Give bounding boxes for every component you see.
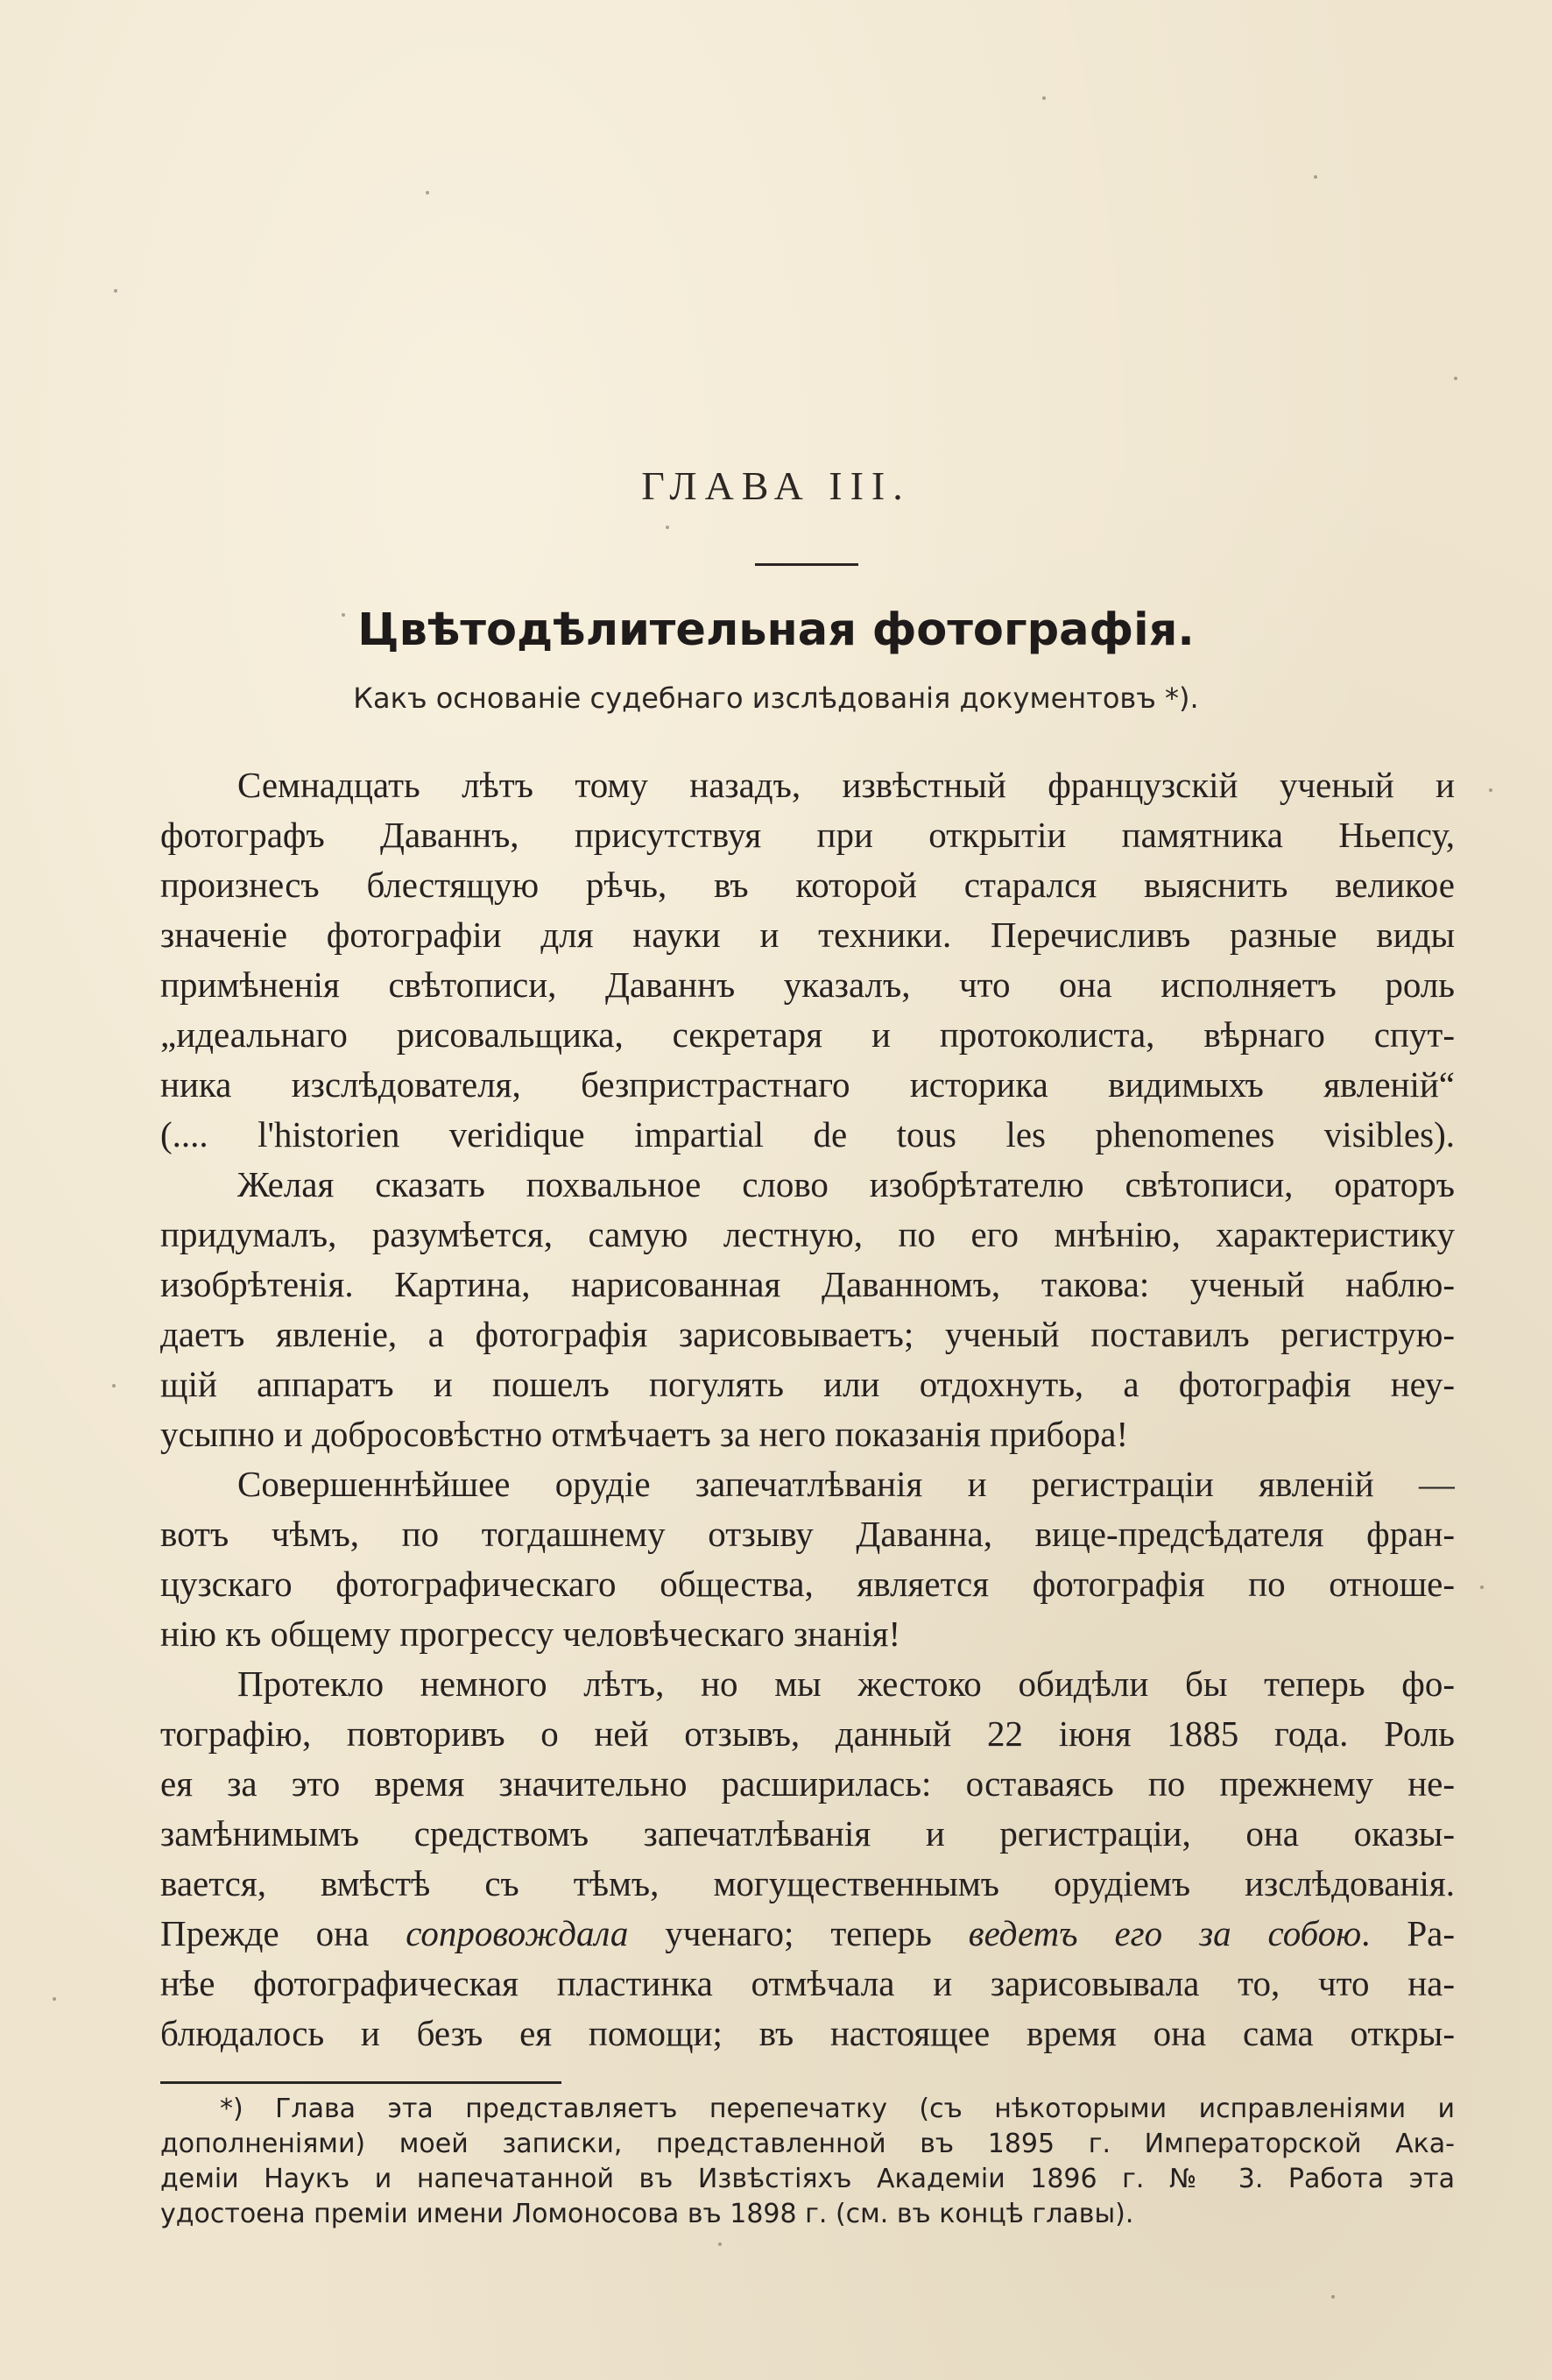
chapter-heading: ГЛАВА III. — [641, 463, 911, 508]
text-line: Семнадцать лѣтъ тому назадъ, извѣстный французскій ученый и — [237, 765, 1455, 805]
text-line: значеніе фотографіи для науки и техники. Перечисливъ разные виды — [160, 915, 1455, 955]
text-run: Прежде она — [160, 1913, 406, 1953]
italic-run: ведетъ его за собою — [968, 1913, 1362, 1953]
footnote-line: деміи Наукъ и напечатанной въ Извѣстіяхъ Академіи 1896 г. № 3. Работа эта — [160, 2164, 1455, 2194]
text-line: Протекло немного лѣтъ, но мы жестоко обидѣли бы теперь фо- — [237, 1663, 1455, 1704]
paper-speck — [426, 191, 429, 194]
text-line: вотъ чѣмъ, по тогдашнему отзыву Даванна, вице-предсѣдателя фран- — [160, 1514, 1455, 1554]
paper-speck — [1480, 1585, 1484, 1589]
paper-speck — [1314, 175, 1317, 179]
text-line: блюдалось и безъ ея помощи; въ настоящее время она сама откры- — [160, 2013, 1455, 2053]
text-line: щій аппаратъ и пошелъ погулять или отдохнуть, а фотографія неу- — [160, 1364, 1455, 1404]
body-text — [160, 760, 1455, 2059]
footnote-line: *) Глава эта представляетъ перепечатку (съ нѣкоторыми исправленіями и — [220, 2094, 1455, 2124]
text-line: даетъ явленіе, а фотографія зарисовываетъ; ученый поставилъ региструю- — [160, 1314, 1455, 1354]
paper-speck — [718, 2242, 722, 2246]
text-run: ученаго; теперь — [628, 1913, 969, 1953]
paper-speck — [1042, 96, 1046, 100]
text-line: тографію, повторивъ о ней отзывъ, данный 22 іюня 1885 года. Роль — [160, 1713, 1455, 1754]
paper-speck — [666, 526, 669, 529]
text-line: Совершеннѣйшее орудіе запечатлѣванія и регистраціи явленій — — [237, 1464, 1455, 1504]
paper-speck — [53, 1997, 56, 2001]
footnote-line: удостоена преміи имени Ломоносова въ 1898 г. (см. въ концѣ главы). — [160, 2199, 1134, 2229]
chapter-title: Цвѣтодѣлительная фотографія. — [357, 604, 1195, 656]
paper-speck — [1331, 2295, 1335, 2299]
text-line: произнесъ блестящую рѣчь, въ которой старался выяснить великое — [160, 865, 1455, 905]
paper-speck — [114, 289, 117, 293]
text-line: вается, вмѣстѣ съ тѣмъ, могущественнымъ орудіемъ изслѣдованія. — [160, 1863, 1455, 1903]
text-line: ея за это время значительно расширилась: оставаясь по прежнему не- — [160, 1763, 1455, 1804]
text-run: . Ра- — [1361, 1913, 1455, 1953]
italic-run: сопровождала — [406, 1913, 629, 1953]
paper-speck — [1489, 788, 1492, 792]
text-line: Желая сказать похвальное слово изобрѣтателю свѣтописи, ораторъ — [237, 1164, 1455, 1204]
footnote-line: дополненіями) моей записки, представленной въ 1895 г. Императорской Ака- — [160, 2129, 1455, 2159]
text-line: придумалъ, разумѣется, самую лестную, по его мнѣнію, характеристику — [160, 1214, 1455, 1254]
text-line: ника изслѣдователя, безпристрастнаго историка видимыхъ явленій“ — [160, 1064, 1455, 1105]
text-line: цузскаго фотографическаго общества, является фотографія по отноше- — [160, 1564, 1455, 1604]
footnote — [160, 2092, 1455, 2232]
text-line: усыпно и добросовѣстно отмѣчаетъ за него показанія прибора! — [160, 1414, 1129, 1454]
text-line: (.... l'historien veridique impartial de tous les phenomenes visibles). — [160, 1114, 1455, 1155]
text-line: изобрѣтенія. Картина, нарисованная Даванномъ, такова: ученый наблю- — [160, 1264, 1455, 1304]
text-line: „идеальнаго рисовальщика, секретаря и протоколиста, вѣрнаго спут- — [160, 1014, 1455, 1055]
paper-speck — [112, 1384, 116, 1388]
chapter-subtitle: Какъ основаніе судебнаго изслѣдованія документовъ *). — [353, 682, 1199, 715]
heading-divider — [755, 563, 858, 566]
footnote-divider — [160, 2081, 561, 2084]
text-line: замѣнимымъ средствомъ запечатлѣванія и регистраціи, она оказы- — [160, 1813, 1455, 1854]
text-line: фотографъ Даваннъ, присутствуя при открытіи памятника Ньепсу, — [160, 815, 1455, 855]
text-line: примѣненія свѣтописи, Даваннъ указалъ, что она исполняетъ роль — [160, 964, 1455, 1005]
text-line-with-italics — [160, 1909, 1455, 1959]
text-line: нѣе фотографическая пластинка отмѣчала и зарисовывала то, что на- — [160, 1963, 1455, 2003]
paper-speck — [1454, 377, 1457, 380]
text-line: нію къ общему прогрессу человѣческаго знанія! — [160, 1614, 901, 1654]
